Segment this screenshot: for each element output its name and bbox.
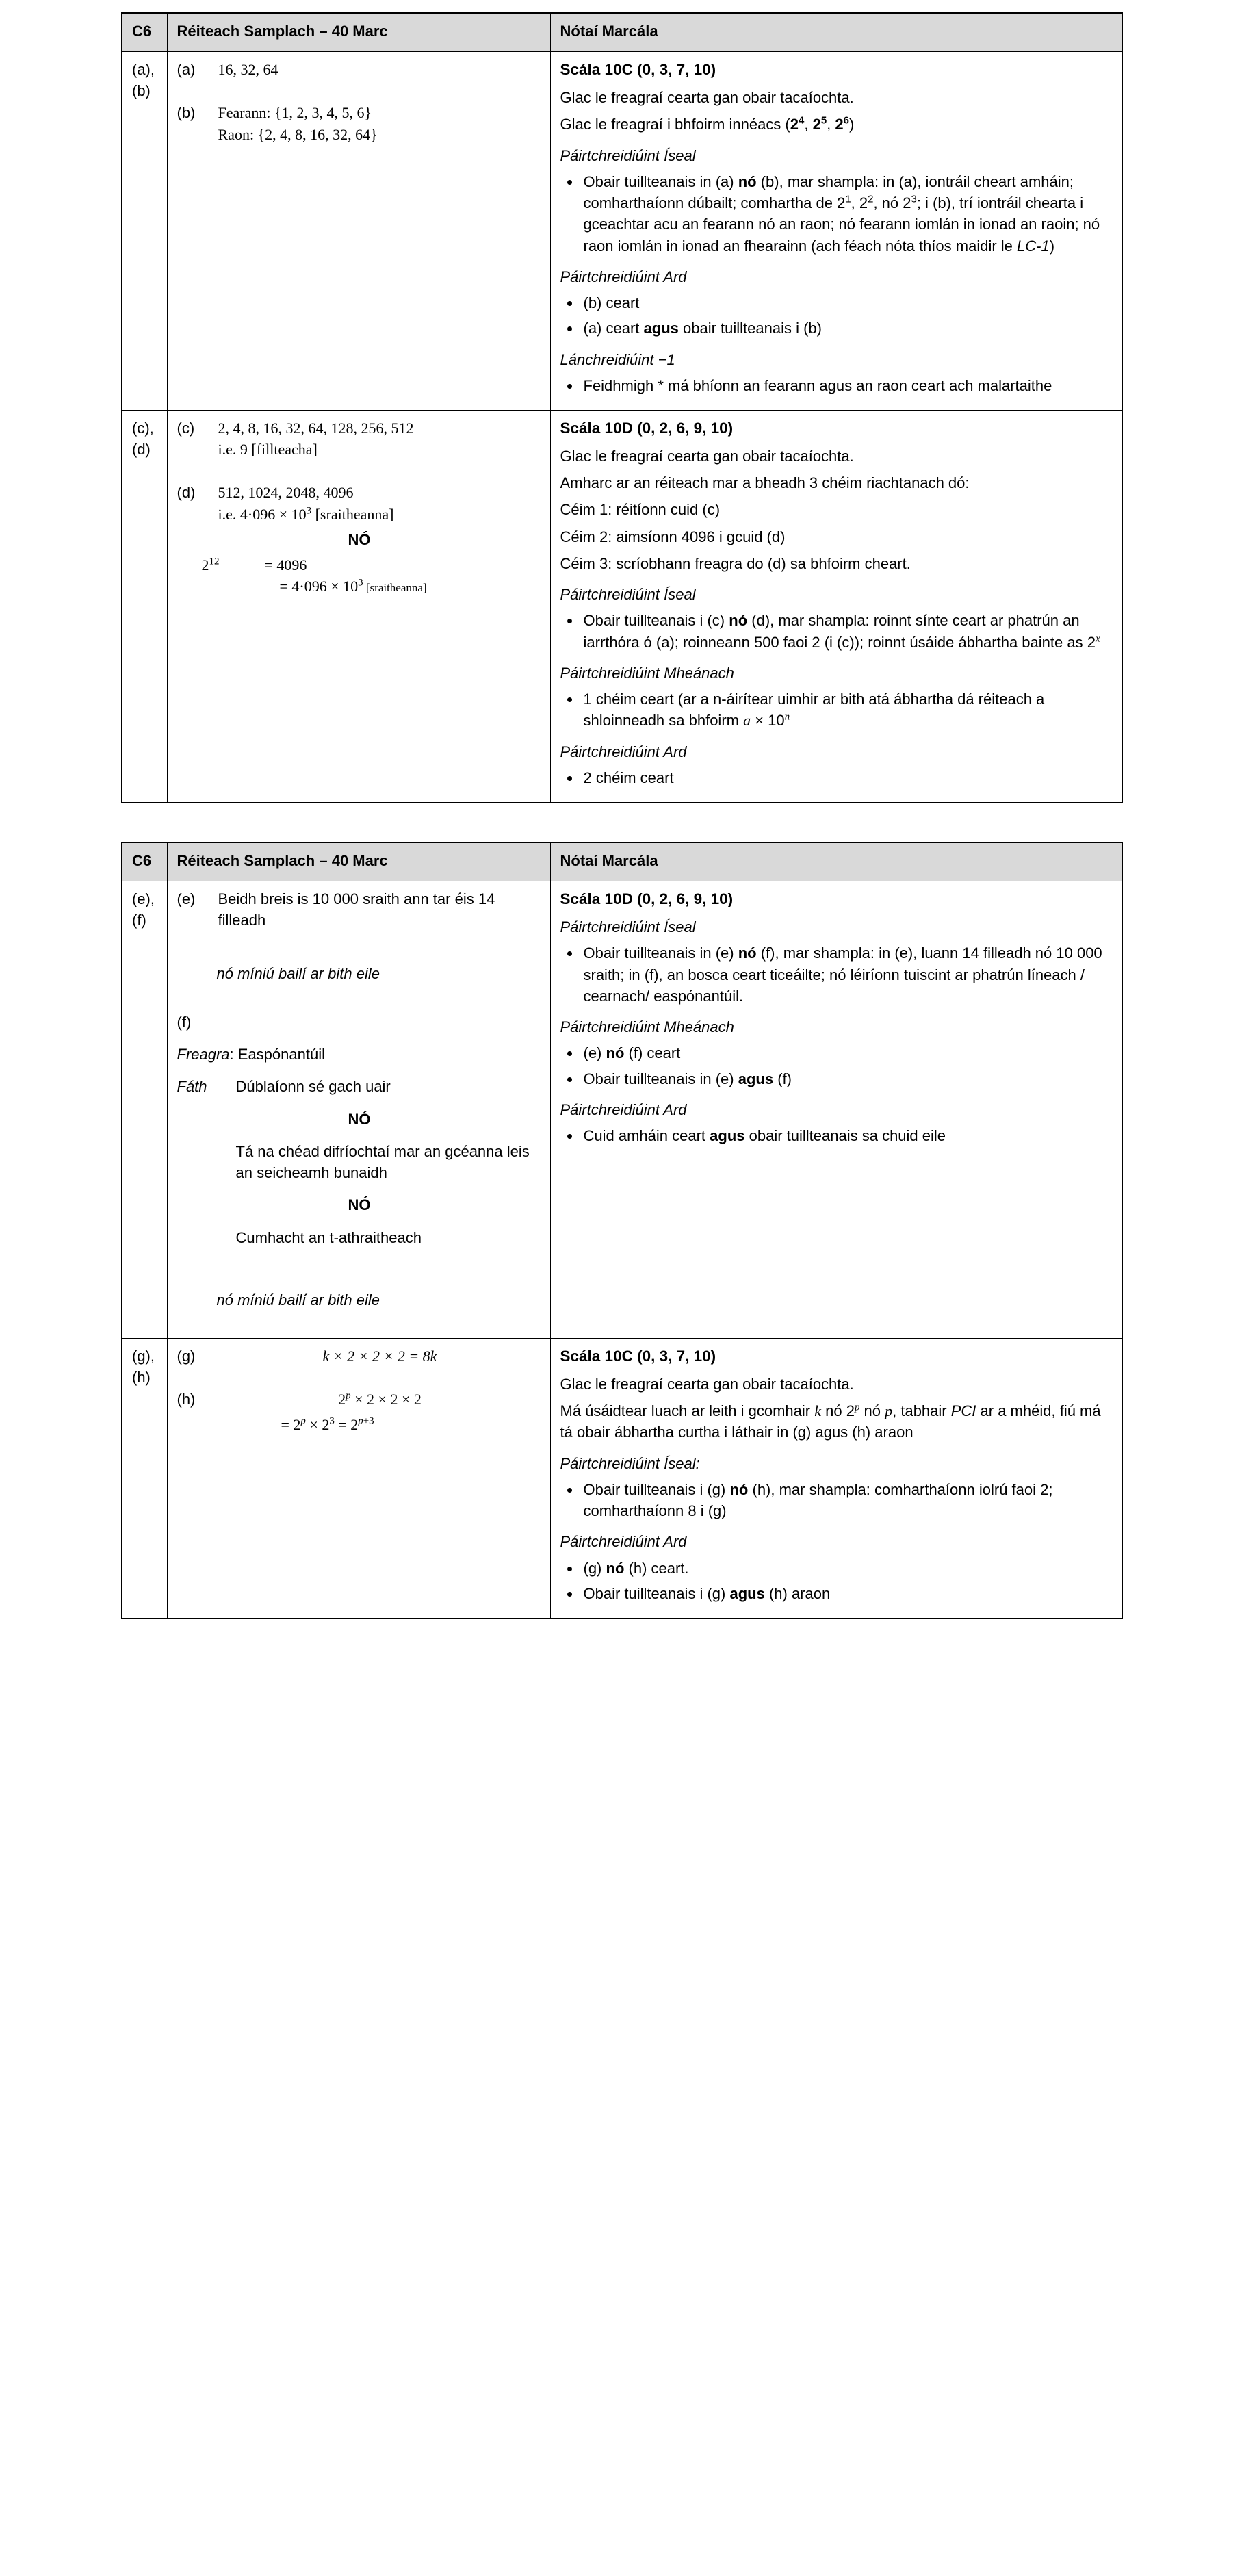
- criterion-high-heading: Páirtchreidiúint Ard: [560, 1533, 687, 1551]
- list-item: • (g) nó (h) ceart.: [581, 1558, 1114, 1579]
- criterion-low-list: [560, 610, 1114, 652]
- criterion-low-list: [560, 1479, 1114, 1521]
- row-label-ef: (e), (f): [122, 881, 167, 1339]
- criterion-high-heading: Páirtchreidiúint Ard: [560, 268, 687, 285]
- note-line: Amharc ar an réiteach mar a bheadh 3 chéim riachtanach dó:: [560, 474, 970, 492]
- criterion-low-list: [560, 171, 1114, 257]
- list-item: • Obair tuillteanais in (e) nó (f), mar shampla: in (e), luann 14 filleadh nó 10 000 sraith; in (f), an bosca ceart ticeáilte; nó léiríonn tuiscint ar phatrún líneach / cearnach/ easpónantúil.: [581, 942, 1114, 1007]
- part-h-equation-1: $2^p \times 2 \times 2 \times 2$: [338, 1390, 422, 1408]
- part-h-equation-2: = $2^p \times 2^3 = 2^{p+3}$: [281, 1416, 374, 1434]
- part-tag-g: (g): [177, 1348, 196, 1365]
- criterion-low-heading: Páirtchreidiúint Íseal: [560, 146, 696, 164]
- list-item: • 1 chéim ceart (ar a n-áirítear uimhir ar bith atá ábhartha dá réiteach a shloinneadh sa bhfoirm $a \times 10^n$: [581, 688, 1114, 731]
- marking-table-1: [121, 12, 1123, 803]
- criterion-low-list: [560, 942, 1114, 1007]
- step-2: Céim 2: aimsíonn 4096 i gcuid (d): [560, 528, 786, 545]
- list-item: • (a) ceart agus obair tuillteanais i (b): [581, 318, 1114, 339]
- criterion-high-heading: Páirtchreidiúint Ard: [560, 743, 687, 760]
- criterion-low-heading: Páirtchreidiúint Íseal: [560, 918, 696, 936]
- criterion-low-heading: Páirtchreidiúint Íseal:: [560, 1454, 700, 1472]
- part-tag-d: (d): [177, 484, 196, 502]
- part-d-alt-line2: = $4\cdot 096 \times 10^3$ [sraitheanna]: [279, 578, 427, 595]
- index-2-5: $2^5$: [812, 115, 827, 133]
- scale-label: Scála 10C (0, 3, 7, 10): [560, 1348, 716, 1365]
- header-sample-solution: Réiteach Samplach – 40 Marc: [167, 13, 550, 52]
- part-d-conclusion: i.e. $4\cdot 096 \times 10^3$ [sraitheanna]: [218, 505, 394, 523]
- criterion-high-list: [560, 292, 1114, 339]
- criterion-full-heading: Lánchreidiúint −1: [560, 350, 675, 368]
- list-item: • Obair tuillteanais i (g) agus (h) araon: [581, 1583, 1114, 1604]
- solution-cell-ab: [167, 52, 550, 411]
- index-2-4: $2^4$: [790, 115, 805, 133]
- solution-cell-ef: [167, 881, 550, 1339]
- table-row: [122, 52, 1122, 411]
- part-e-alternative-note: nó míniú bailí ar bith eile: [216, 964, 380, 982]
- step-1: Céim 1: réitíonn cuid (c): [560, 501, 721, 519]
- criterion-low-heading: Páirtchreidiúint Íseal: [560, 586, 696, 604]
- criterion-full-list: [560, 375, 1114, 396]
- part-f-alternative-note: nó míniú bailí ar bith eile: [216, 1291, 380, 1309]
- part-e-answer: Beidh breis is 10 000 sraith ann tar éis 14 filleadh: [218, 890, 495, 929]
- part-f-answer-line: Freagra: Easpónantúil: [177, 1046, 325, 1064]
- criterion-mid-list: [560, 1042, 1114, 1089]
- header-marking-notes: Nótaí Marcála: [550, 842, 1122, 881]
- part-tag-e: (e): [177, 890, 196, 908]
- scale-label: Scála 10C (0, 3, 7, 10): [560, 61, 716, 79]
- note-line: Glac le freagraí cearta gan obair tacaíochta.: [560, 89, 854, 107]
- criterion-mid-list: [560, 688, 1114, 731]
- part-d-alt-line1: $2^{12} = 4096$: [201, 556, 307, 574]
- notes-cell-gh: [550, 1339, 1122, 1619]
- header-code: C6: [122, 13, 167, 52]
- part-d-sequence: 512, 1024, 2048, 4096: [218, 484, 354, 502]
- solution-cell-cd: [167, 410, 550, 802]
- criterion-high-heading: Páirtchreidiúint Ard: [560, 1100, 687, 1118]
- table-row: [122, 881, 1122, 1339]
- notes-cell-ef: [550, 881, 1122, 1339]
- list-item: • Feidhmigh * má bhíonn an fearann agus an raon ceart ach malartaithe: [581, 375, 1114, 396]
- alternative-label-no: NÓ: [348, 530, 371, 548]
- scale-label: Scála 10D (0, 2, 6, 9, 10): [560, 890, 734, 908]
- solution-cell-gh: [167, 1339, 550, 1619]
- alternative-label-no-1: NÓ: [348, 1110, 371, 1128]
- part-tag-h: (h): [177, 1391, 196, 1408]
- part-f-reason-line: Fáth Dúblaíonn sé gach uair: [177, 1078, 391, 1096]
- part-f-alt-1: Tá na chéad difríochtaí mar an gcéanna leis an seicheamh bunaidh: [235, 1142, 530, 1182]
- criterion-high-list: [560, 767, 1114, 788]
- criterion-high-list: [560, 1125, 1114, 1146]
- list-item: • Obair tuillteanais in (a) nó (b), mar shampla: in (a), iontráil cheart amháin; comharthaíonn dúbailt; comhartha de $2^1$, $2^2$, nó $2^3$; i (b), trí iontráil chearta i gceachtar acu an fearann nó an raon; nó fearann iomlán in ionad an raoin; nó raon iomlán in ionad an fhearainn (ach féach nóta thíos maidir le LC-1): [581, 171, 1114, 257]
- note-line: Glac le freagraí cearta gan obair tacaíochta.: [560, 447, 854, 465]
- list-item: • Obair tuillteanais in (e) agus (f): [581, 1068, 1114, 1090]
- header-sample-solution: Réiteach Samplach – 40 Marc: [167, 842, 550, 881]
- table-row: [122, 410, 1122, 802]
- marking-table-2: [121, 842, 1123, 1619]
- list-item: • (e) nó (f) ceart: [581, 1042, 1114, 1064]
- part-tag-b: (b): [177, 104, 196, 122]
- header-code: C6: [122, 842, 167, 881]
- table-header-row: [122, 842, 1122, 881]
- row-label-ab: (a), (b): [122, 52, 167, 411]
- table-header-row: [122, 13, 1122, 52]
- criterion-mid-heading: Páirtchreidiúint Mheánach: [560, 1018, 734, 1036]
- list-item: • (b) ceart: [581, 292, 1114, 313]
- row-label-cd: (c), (d): [122, 410, 167, 802]
- criterion-mid-heading: Páirtchreidiúint Mheánach: [560, 664, 734, 682]
- list-item: • Cuid amháin ceart agus obair tuillteanais sa chuid eile: [581, 1125, 1114, 1146]
- notes-cell-ab: [550, 52, 1122, 411]
- table-row: [122, 1339, 1122, 1619]
- part-b-range: Raon: {2, 4, 8, 16, 32, 64}: [218, 125, 378, 143]
- alternative-label-no-2: NÓ: [348, 1196, 371, 1214]
- list-item: • 2 chéim ceart: [581, 767, 1114, 788]
- part-c-conclusion: i.e. 9 [fillteacha]: [218, 441, 318, 459]
- part-b-domain: Fearann: {1, 2, 3, 4, 5, 6}: [218, 104, 372, 122]
- notes-cell-cd: [550, 410, 1122, 802]
- criterion-high-list: [560, 1558, 1114, 1604]
- scale-label: Scála 10D (0, 2, 6, 9, 10): [560, 419, 734, 437]
- index-2-6: $2^6$: [835, 115, 849, 133]
- note-line-index-form: Glac le freagraí i bhfoirm innéacs ($2^4$, $2^5$, $2^6$): [560, 115, 855, 133]
- part-a-answer: 16, 32, 64: [218, 61, 278, 79]
- part-f-alt-2: Cumhacht an t-athraitheach: [235, 1228, 422, 1246]
- header-marking-notes: Nótaí Marcála: [550, 13, 1122, 52]
- list-item: • Obair tuillteanais i (c) nó (d), mar shampla: roinnt sínte ceart ar phatrún an iarrthóra ó (a); roinneann 500 faoi 2 (i (c)); roinnt úsáide ábhartha bainte as 2$^x$: [581, 610, 1114, 652]
- part-c-sequence: 2, 4, 8, 16, 32, 64, 128, 256, 512: [218, 419, 414, 437]
- part-tag-c: (c): [177, 419, 195, 437]
- list-item: • Obair tuillteanais i (g) nó (h), mar shampla: comharthaíonn iolrú faoi 2; comharthaíonn 8 i (g): [581, 1479, 1114, 1521]
- note-line: Glac le freagraí cearta gan obair tacaíochta.: [560, 1375, 854, 1393]
- note-line-special-values: Má úsáidtear luach ar leith i gcomhair k nó 2$^p$ nó p, tabhair PCI ar a mhéid, fiú má tá obair ábhartha curtha i láthair in (g) agus (h) araon: [560, 1402, 1101, 1441]
- step-3: Céim 3: scríobhann freagra do (d) sa bhfoirm cheart.: [560, 554, 911, 572]
- part-tag-f: (f): [177, 1013, 192, 1031]
- row-label-gh: (g), (h): [122, 1339, 167, 1619]
- part-g-equation: k × 2 × 2 × 2 = 8k: [322, 1348, 437, 1365]
- part-tag-a: (a): [177, 61, 196, 79]
